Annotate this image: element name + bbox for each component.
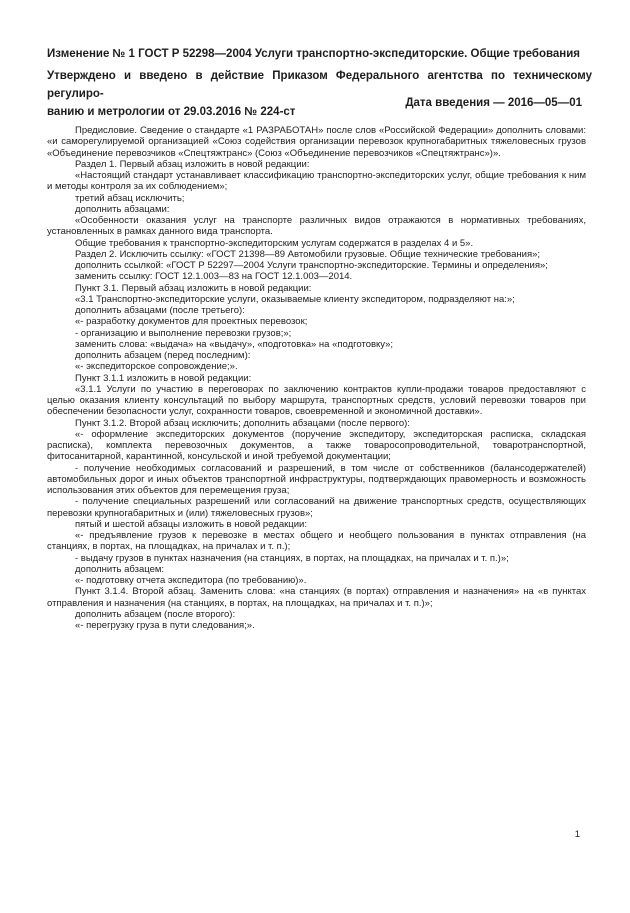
- approval-statement: [47, 67, 592, 121]
- paragraph: заменить слова: «выдача» на «выдачу», «подготовка» на «подготовку»;: [75, 338, 394, 350]
- paragraph: «- подготовку отчета экспедитора (по требованию)».: [75, 575, 307, 586]
- paragraph: «3.1.1 Услуги по участию в переговорах по заключению контрактов купли-продажи товаров предоставляют с целью оказания клиенту консультаций по выбору маршрута, транспортных средств, условий перевозки товаров при обеспечении безопасности услуг, сохранности товаров, своевременной и экономичной доставки».: [47, 383, 586, 418]
- page-number: 1: [574, 829, 580, 840]
- paragraph: «- экспедиторское сопровождение;».: [75, 361, 238, 373]
- paragraph: Пункт 3.1.1 изложить в новой редакции:: [75, 372, 252, 384]
- paragraph: Пункт 3.1. Первый абзац изложить в новой редакции:: [75, 282, 312, 294]
- paragraph: - получение специальных разрешений или согласований на движение транспортных средств, осуществляющих перевозки крупногабаритных и (или) тяжеловесных грузов»;: [47, 496, 586, 519]
- document-body: [47, 125, 586, 631]
- paragraph: - организацию и выполнение перевозки грузов;»;: [75, 327, 292, 339]
- paragraph: Раздел 1. Первый абзац изложить в новой редакции:: [75, 158, 310, 170]
- paragraph: Пункт 3.1.2. Второй абзац исключить; дополнить абзацами (после первого):: [75, 417, 410, 429]
- paragraph: дополнить абзацем (после второго):: [75, 608, 236, 620]
- paragraph: «- разработку документов для проектных перевозок;: [75, 316, 308, 328]
- paragraph: Пункт 3.1.4. Второй абзац. Заменить слова: «на станциях (в портах) отправления и назначения» на «в пунктах отправления и назначения (на станциях, в портах, на площадках, на причалах и т. п.)»;: [47, 586, 586, 609]
- paragraph: дополнить абзацем:: [75, 563, 165, 575]
- paragraph: дополнить абзацами:: [75, 203, 170, 215]
- paragraph: - получение необходимых согласований и разрешений, в том числе от собственников (балансодержателей) автомобильных дорог и иных объектов транспортной инфраструктуры, подтверждающих правомерность и возможность использования этих объектов для перемещения груза;: [47, 462, 586, 496]
- paragraph: «- перегрузку груза в пути следования;».: [75, 620, 255, 631]
- paragraph: - выдачу грузов в пунктах назначения (на станциях, в портах, на площадках, на причалах и т. п.)»;: [75, 552, 509, 564]
- approval-line-2: ванию и метрологии от 29.03.2016 № 224-ст: [47, 106, 296, 118]
- paragraph: Раздел 2. Исключить ссылку: «ГОСТ 21398—89 Автомобили грузовые. Общие технические требования»;: [75, 248, 541, 260]
- paragraph: дополнить ссылкой: «ГОСТ Р 52297—2004 Услуги транспортно-экспедиторские. Термины и определения»;: [75, 260, 548, 271]
- paragraph: Общие требования к транспортно-экспедиторским услугам содержатся в разделах 4 и 5».: [75, 237, 474, 249]
- paragraph: «- предъявление грузов к перевозке в местах общего и необщего пользования в пунктах отправления (на станциях, в портах, на площадках, на причалах и т. п.);: [47, 530, 586, 553]
- approval-line-1: Утверждено и введено в действие Приказом Федерального агентства по техническому регулиро-: [47, 70, 592, 100]
- paragraph: дополнить абзацем (перед последним):: [75, 350, 251, 361]
- amendment-title: Изменение № 1 ГОСТ Р 52298—2004 Услуги транспортно-экспедиторские. Общие требования: [47, 48, 581, 60]
- paragraph: Предисловие. Сведение о стандарте «1 РАЗРАБОТАН» после слов «Российской Федерации» дополнить словами: «и саморегулируемой организацией «Союз содействия организации перевозок крупногабаритных тяжеловесных грузов «Объединение перевозчиков «Спецтяжтранс» (Союз «Объединение перевозчиков «Спецтяжтранс»)».: [47, 125, 586, 159]
- paragraph: дополнить абзацами (после третьего):: [75, 305, 245, 316]
- effective-date: Дата введения — 2016—05—01: [405, 97, 582, 109]
- paragraph: «3.1 Транспортно-экспедиторские услуги, оказываемые клиенту экспедитором, подразделяют на:»;: [75, 293, 515, 305]
- paragraph: «Особенности оказания услуг на транспорте различных видов отражаются в нормативных требованиях, установленных в рамках данного вида транспорта.: [47, 215, 586, 238]
- paragraph: «- оформление экспедиторских документов (поручение экспедитору, экспедиторская расписка, складская расписка), комплекта перевозочных документов, а также товаросопроводительной, товаротранспортной, фитосанитарной, карантинной, консульской и иной требуемой документации;: [47, 428, 586, 463]
- paragraph: третий абзац исключить;: [75, 192, 185, 204]
- paragraph: пятый и шестой абзацы изложить в новой редакции:: [75, 518, 307, 530]
- paragraph: заменить ссылку: ГОСТ 12.1.003—83 на ГОСТ 12.1.003—2014.: [75, 271, 353, 283]
- paragraph: «Настоящий стандарт устанавливает классификацию транспортно-экспедиторских услуг, общие требования к ним и методы контроля за их соблюдением»;: [47, 170, 586, 193]
